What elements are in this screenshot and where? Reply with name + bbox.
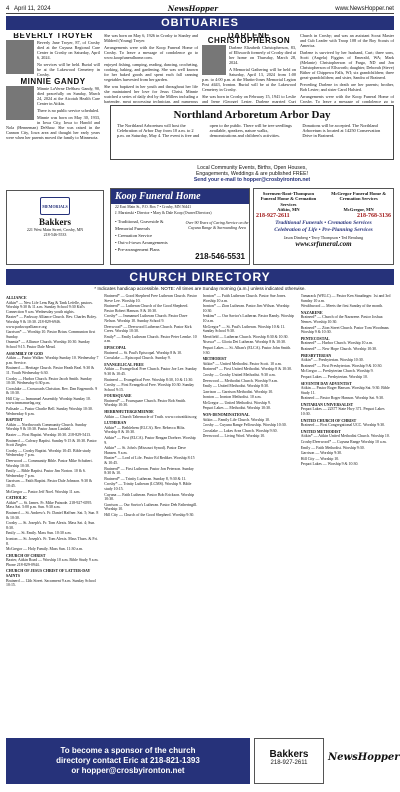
church-entry: Ironton* — Faith Lutheran Church. Pastor Sue Jones. Worship 10 a.m. <box>202 294 287 303</box>
church-entry: Aitkin* — St. James. Fr. Mike Patnode. 218-927-6595. Mass Sat. 5:00 p.m. Sun. 9:30 a.m. <box>6 500 93 510</box>
denomination-heading: EVANGELICAL FREE <box>104 362 144 367</box>
directory-column-4 <box>301 294 394 734</box>
denomination-heading: FOURSQUARE <box>104 394 132 399</box>
denomination-heading: CATHOLIC <box>6 496 27 501</box>
church-entry: Hill City — Worship 10. <box>300 456 340 461</box>
church-entry: Aitkin* — United Methodist. Pastor Scott. 10 a.m. <box>202 361 282 366</box>
church-entry: McGregor — Holy Family. Mass Sun. 11:30 a.m. <box>6 547 84 552</box>
denomination-heading: UNITARIAN UNIVERSALIST <box>300 402 354 407</box>
church-entry: Crosby — Cuyuna Range Fellowship. Worship 10:30. <box>202 423 287 428</box>
koop-address: 22 East Main St., P.O. Box 7 • Crosby, MN 56441 <box>115 205 192 209</box>
mcgregor-phone: 218-768-3136 <box>357 212 391 219</box>
church-entry: Hill City — Immanuel Assembly. Worship Sunday 10. www.immanuelag.org <box>6 396 91 406</box>
memorials-name: Bakkers <box>38 217 71 227</box>
obit-column-1 <box>6 33 100 183</box>
koop-funeral-home-ad <box>110 188 250 265</box>
sorensen-name: Sorensen-Root-Thompson Funeral Home & Cremation Services <box>260 191 317 207</box>
obit-name-christopherson: DARLENE CHRISTOPHERSON <box>207 33 291 45</box>
directory-column-2 <box>104 294 197 734</box>
obit-photo-gandy <box>6 86 34 120</box>
obit-column-2 <box>104 33 198 103</box>
bakkers-name: Bakkers <box>269 749 309 760</box>
church-entry: Brainerd* — Church of the Nazarene. Pastor Joshua Nemes. Worship 10:30. <box>300 315 383 324</box>
church-entry: Ironton* — Zion Lutheran. Pastor Jim Wilson. Worship 10:30. <box>202 304 290 313</box>
denomination-heading: CHURCH OF CHRIST <box>6 553 46 558</box>
denomination-heading: PRESBYTERIAN <box>300 353 332 358</box>
church-entry: Baxter* — Parkway Alliance Church. Rev. Charles Boley. Worship 9 & 10:30. 218-829-6946. www.parkwayalliance.org <box>6 315 97 329</box>
church-entry: Brainerd* — First Lutheran. Pastor Jon Peterson. Sunday 8:30 & 10. <box>104 466 194 476</box>
obit-text: No services will be held. Burial will be at the Lakewood Cemetery in Crosby. <box>37 62 100 77</box>
obit-text: Minnie LaVerne DeShaw Gandy, 90, died peacefully on Sunday, March 24, 2024 at the Aicotah Health Care Center in Aitkin. <box>37 86 100 106</box>
northland-title: Northland Arboretum Arbor Day <box>173 109 331 121</box>
church-entry: Crosby — First Evangelical Free. Worship 10:30. Sunday School 9:15. <box>104 383 195 392</box>
denomination-heading: NON-DENOMINATIONAL <box>202 413 250 418</box>
church-entry: Pequot Lakes — 22377 State Hwy 371. Pequot Lakes 10:30. <box>300 407 385 417</box>
obit-text: enjoyed fishing, camping, reading, dancing, crocheting, cooking, baking, and gardening. She was well known for her baked goods and spent each fall canning vegetables harvested from her garden. <box>104 62 198 82</box>
bakkers-ad <box>254 738 324 784</box>
church-entry: McGregor — Presbyterian Church. Worship 9. <box>300 369 374 374</box>
mcgregor-name: McGregor Funeral Home & Cremation Services <box>331 191 387 202</box>
church-entry: Garrison — Garrison Methodist. Worship 10. <box>202 389 274 394</box>
church-entry: Crosslake — Crossroads Christian. Rev. Dan Engenroth. 9 & 10:30. <box>6 386 98 396</box>
church-entry: Brainerd* — First Presbyterian. Worship 9 & 10:30. <box>300 363 383 368</box>
church-entry: Aitkin — Church Tabernacle of Truth. www.cotwaitkin.org <box>104 414 197 419</box>
church-entry: Brainerd* — Trinity Lutheran. Sunday 8, 9:30 & 11. <box>104 476 187 481</box>
obit-column-4 <box>300 33 394 103</box>
church-entry: Jenkins* — Our Savior's Lutheran. Pastor Randy. Worship 10 a.m. <box>202 314 294 323</box>
church-entry: Crosby — Crosby Baptist. Worship 10:45. Bible study Wednesday 7 p.m. <box>6 448 91 458</box>
local-events-notice: Local Community Events, Births, Open Houses, Engagements, Weddings & are published FREE! Send your e-mail to hopper@crosbyironton.net <box>193 165 311 183</box>
church-entry: Pequot Lakes — Worship 9 & 10:30. <box>300 462 359 467</box>
church-entry: Crosby — Harbor Church. Pastor Jacob Smith. Sunday 10:30. Wednesday 6:30 p.m. <box>6 376 92 386</box>
church-entry: Brainerd — Evangelical Free. Worship 8:30, 10 & 11:30. <box>104 377 194 382</box>
koop-service-item: • Pre-arrangement Plans <box>115 247 160 252</box>
church-entry: Aitkin* — First (ELCA). Pastor Reagan Doehrer. Worship 9. <box>104 436 196 445</box>
church-entry: Aitkin* — Bethlehem (ELCA). Rev. Rebecca Hiltz. Worship 8 & 10:30. <box>104 425 186 435</box>
koop-service-item: • Out-of-town Arrangements <box>115 240 168 245</box>
church-entry: Palisade — Pastor Charlie Bell. Sunday Worship 10:30. Wednesday 6 p.m. <box>6 407 93 416</box>
denomination-heading: NAZARENE <box>300 310 323 315</box>
church-entry: Aitkin — Pastor Roger Hanson. Worship Sat. 9:30. Bible Study 11. <box>300 386 390 395</box>
sponsor-cta: To become a sponsor of the church directory contact Eric at 218-821-1393 or hopper@crosbyironton.net <box>6 738 250 784</box>
obit-text: Beverly Jane Troyer, 87, of Crosby died at the Cuyuna Regional Care Center in Crosby on Saturday, April 6, 2024. <box>37 40 100 60</box>
denomination-heading: PENTECOSTAL <box>300 336 330 341</box>
directory-column-3 <box>203 294 296 734</box>
church-entry: Deerwood* — Deerwood Lutheran Church. Pastor Kirk Crees. Worship 10:30. <box>104 324 192 334</box>
obit-text: There is no public service scheduled. <box>37 108 100 113</box>
denomination-heading: UNITED CHURCH OF CHRIST <box>300 418 357 423</box>
denomination-heading: ASSEMBLY OF GOD <box>6 351 43 356</box>
church-entry: Brainerd — Calvary Baptist. Sunday 9:15 & 10:30. Pastor Scott Ziegler. <box>6 438 97 448</box>
church-entry: Aitkin* — Presbyterian. Worship 10:30. <box>300 358 364 363</box>
church-entry: Deerwood — Community Bible. Pastor Mike Schubert. Worship 10:30. <box>6 459 93 468</box>
sorensen-funeral-ad <box>253 188 394 265</box>
events-email[interactable]: Send your e-mail to hopper@crosbyironton.net <box>193 177 311 183</box>
obit-text: Arrangements were with the Koop Funeral Home of Crosby. To leave a message of condolence go to <box>300 94 394 103</box>
church-entry: Brainerd — First Congregational UCC. Worship 9:30. <box>300 423 386 428</box>
church-entry: Garrison — Faith Baptist. Pastor Dale Johnson. 9:30 & 10:45. <box>6 479 93 488</box>
church-directory-heading: CHURCH DIRECTORY <box>6 269 394 285</box>
church-entry: Aitkin* — Aitkin United Methodist Church. Worship 10. <box>300 434 390 439</box>
obit-name-gandy: MINNIE GANDY <box>20 77 86 86</box>
northland-body: The Northland Arboretum will host the Celebration of Arbor Day from 10 a.m. to 2 p.m. on Saturday, May 4. The event is free and open to the public. There will be tree seedlings available, speakers, nature walks, demonstrations and children's activities. Donations will be accepted. The Northland Arboretum is located at 14250 Conservation Drive in Brainerd. <box>117 123 381 139</box>
obit-photo-christopherson <box>202 45 226 75</box>
church-entry: Wealthwood — Meets the first Sunday of the month. <box>300 304 384 309</box>
church-entry: Crosby — St. Joseph's. Fr. Tom Alexis. Mass Sat. 4; Sun. 8:30. <box>6 521 96 530</box>
church-entry: Pequot Lakes — St. Alban's (ELCA). Pastor John Smith. 9:30. <box>202 345 292 355</box>
church-entry: Brainerd — St. Paul's Episcopal. Worship 8 & 10. <box>104 350 183 355</box>
church-entry: Hill City — Church of the Good Shepherd. Worship 9:30. <box>104 512 195 517</box>
church-entry: Brainerd* — Good Shepherd Free Lutheran Church. Pastor Steve Lee. Worship 10. <box>104 294 197 303</box>
sponsor-email[interactable]: or hopper@crosbyironton.net <box>71 766 185 775</box>
church-directory-note: * Indicates handicap accessible. NOTE: All times are Sunday morning (a.m.) unless indicated otherwise. <box>94 286 306 291</box>
sorensen-website[interactable]: www.srfuneral.com <box>295 239 352 248</box>
koop-services-list <box>111 216 179 255</box>
church-directory <box>6 294 394 734</box>
church-entry: Deerwood — Methodist Church. Worship 9 a.m. <box>202 378 279 383</box>
church-entry: Garrison — Worship 9:30. <box>300 451 343 456</box>
obit-column-3 <box>202 33 296 103</box>
church-entry: Emily — Faith Methodist. Worship 9:30. <box>300 445 365 450</box>
church-entry: Emily — St. Emily. Mass Sun. 10:30 a.m. <box>6 531 72 536</box>
church-entry: Baxter* — Lord of Life. Pastor Ed Rediker. Worship 8:15 & 10:45. <box>104 456 195 465</box>
koop-service-item: • Cremation Service <box>115 233 153 238</box>
church-entry: McGregor* — St. Paul's Lutheran. Worship 10 & 11. Sunday School 9:30. <box>202 324 286 334</box>
church-entry: Crosby* — Immanuel Lutheran Church. Pastor Dave Nelson. Worship 10. Sunday School 9. <box>104 314 188 323</box>
church-entry: Brainerd — 12th Street. Sacrament 9 a.m. Sunday School 10:15. <box>6 578 96 588</box>
church-entry: Pequot Lakes — Presbyterian. Worship 10. <box>300 374 368 379</box>
sorensen-tagline-1: Traditional Funerals • Cremation Services <box>275 219 372 226</box>
church-entry: Ironton — Ironton Methodist. 10 a.m. <box>202 395 262 400</box>
church-entry: Brainerd* — Harbor Church. Worship 10 a.m. <box>300 341 374 346</box>
church-entry: Tamarack (WELC) — Pastor Ken Staudinger. 1st and 3rd Sunday 10 a.m. <box>300 294 391 303</box>
koop-service-item: • Traditional, Graveside & Memorial Funerals <box>115 219 164 231</box>
koop-tagline: Over 90 Years of Caring Service on the Cuyuna Range & Surrounding Area <box>185 220 249 230</box>
church-entry: Baxter, Aitkin Road — Worship 10 a.m. Bible Study 9 a.m. Phone 218-829-0944. <box>6 558 99 567</box>
obit-text: She was baptized in her youth and throughout her life she maintained her love for Jesus Christ. Minnie watched a series of daily dvd by the Millers including a bartender, meat processing technician, and numerous <box>104 84 198 103</box>
church-entry: Brainerd* — Lutheran Church of the Good Shepherd. Pastor Robert Hanson. 8 & 10:30. <box>104 304 189 313</box>
church-entry: Crosby/Deerwood* — Cuyuna Range Worship 10 a.m. <box>300 440 387 445</box>
church-entry: McGregor — United Methodist. Worship 9. <box>202 400 271 405</box>
church-entry: Nisswa* — Gloria Dei Lutheran. Worship 8 & 10:30. <box>202 340 286 345</box>
sorensen-phone: 218-927-2611 <box>256 212 290 219</box>
church-entry: Crosby* — Trinity Lutheran (LCMS). Worship 9. Bible study 10:15. <box>104 482 192 491</box>
obit-text: Darlene Elizabeth Christopherson, 83, of Ellsworth formerly of Crosby died at her home on Thursday, March 28, 2024. <box>229 45 296 65</box>
church-entry: Brainerd* — First United Methodist. Worship 8 & 10:30. <box>202 367 293 372</box>
page-number: 4 April 11, 2024 <box>6 5 51 12</box>
memorials-logo: MEMORIALS <box>40 197 70 215</box>
denomination-heading: BAPTIST <box>6 418 23 423</box>
church-entry: Brainerd* — Foursquare Church. Pastor Rob Smith. Worship 10:30. <box>104 398 186 408</box>
mcgregor-town: McGregor, MN <box>343 207 374 213</box>
site-url[interactable]: www.NewsHopper.net <box>335 5 394 12</box>
koop-name: Koop Funeral Home <box>111 189 249 204</box>
denomination-heading: SEVENTH DAY ADVENTIST <box>300 381 352 386</box>
church-entry: Merrifield — Lutheran Church. Worship 8:30 & 10:30. <box>202 334 289 339</box>
church-entry: Emily — Bible Baptist. Pastor Jim Norton. 10 & 6. Wednesday 7 p.m. <box>6 469 86 478</box>
church-entry: Aitkin — Pastor Walker. Worship Sunday 10. Wednesday 7 p.m. Service. <box>6 356 99 365</box>
church-entry: Crosslake — Episcopal Church. Sunday 9. <box>104 356 171 361</box>
obit-text: She was born in Crosby on February 15, 1941 to Leslie and Irene (George) Lester. Darlene married Curt <box>202 94 296 103</box>
church-entry: Brainerd — St. Andrew's. Fr. Daniel Haffner. Sat. 5; Sun. 8 & 10:30. <box>6 510 99 520</box>
denomination-heading: UNITED METHODIST <box>300 429 341 434</box>
obit-name-troyer: BEVERLY TROYER <box>13 33 93 40</box>
obituaries-heading: OBITUARIES <box>6 16 394 30</box>
church-entry: Garrison — Our Savior's Lutheran. Pastor Deb Fatheringill. Worship 10. <box>104 502 198 512</box>
church-entry: McGregor — Pastor Jeff Noel. Worship 11 a.m. <box>6 489 81 494</box>
church-entry: Emily* — Emily Lutheran Church. Pastor Peter Lemke. 10 a.m. <box>104 334 197 344</box>
church-entry: Aitkin — Northwoods Community Church. Sunday Worship 9 & 10:30. Pastor Jason Lindahl. <box>6 422 87 432</box>
church-entry: Garrison* — Worship 10. Pastor Brian. Communion first Sunday. <box>6 330 96 339</box>
church-entry: Ironton — St. Joseph's. Fr. Tom Alexis. Mass Thurs. & Fri. 8. <box>6 536 98 546</box>
church-entry: Brainerd — Pastor Roger Hanson. Worship Sat. 9:30. <box>300 396 385 401</box>
obit-text: She was born on May 6, 1926 in Crosby to Stanley and Mildred (Young) Troyer. <box>104 33 198 43</box>
obit-text: A Memorial Gathering will be held on Saturday, April 13, 2024 from 1:00 p.m. to 4:00 p.m. at the Martin-Jones Memorial Legion Post #443, Ironton. Burial will be at the Lakewood Cemetery in Crosby. <box>202 67 296 92</box>
church-entry: Aitkin — Evangelical Free Church. Pastor Joe Lee. Sunday 9:30 & 10:45. <box>104 367 197 376</box>
denomination-heading: ALLIANCE <box>6 296 27 300</box>
church-entry: Cuyuna — Faith Lutheran. Pastor Bob Erickson. Worship 10:30. <box>104 492 195 502</box>
bakkers-phone: 218-927-2611 <box>270 760 308 766</box>
church-entry: Onamia* — Alliance Church. Worship 10:30. Sunday School 9:15. Pastor Dale Mead. <box>6 340 90 349</box>
church-entry: Brainerd — Heritage Church. Pastor Heath Beal. 9:30 & 11. Youth Wednesday 6:30. <box>6 366 95 375</box>
church-entry: Aitkin* — New Life Lens Bag & Tank Lefelle, pastors. Worship 9:30 & 11 a.m. Sunday School 9:30 Kid's Connection 9 a.m. Wednesday youth nights. <box>6 300 93 314</box>
obit-text: Arrangements were with the Koop Funeral Home of Crosby. To leave a message of condolence go to www.koopfuneralhome.com. <box>104 45 198 60</box>
sorensen-town: Aitkin, MN <box>277 207 300 213</box>
directory-column-1 <box>6 294 99 734</box>
page-header <box>6 4 394 14</box>
koop-directors: J. Marzinski • Director • Mary & Dale Koop (Owner/Directors) <box>115 211 212 215</box>
denomination-heading: CHURCH OF JESUS CHRIST OF LATTER-DAY SAINTS <box>6 569 91 579</box>
sorensen-staff: Jason Dimberg • Terry Thompson • Ted Berulung <box>283 234 364 240</box>
denomination-heading: METHODIST <box>202 357 227 362</box>
church-entry: Pequot Lakes — Methodist. Worship 10:30. <box>202 406 271 411</box>
church-entry: Crosslake — Lakes Area Church. Worship 9:30. <box>202 428 278 433</box>
obit-text: Church in Crosby; and was an assistant Scout Master and Cub Leader with Troop 108 of the Boy Scouts of America. <box>300 33 394 48</box>
church-entry: Brainerd* — Zion Street Church. Pastor Tom Woodman. Worship 9 & 10:30. <box>300 325 390 335</box>
sorensen-tagline-2: Celebration of Life • Pre-Planning Services <box>274 226 373 233</box>
denomination-heading: HERRNHUTERGEMEINDE <box>104 410 154 415</box>
koop-phone: 218-546-5531 <box>195 252 245 261</box>
church-entry: Baxter — First Baptist. Worship 10:30. 218-829-5413. <box>6 433 92 438</box>
memorials-address: 221 West Main Street, Crosby, MN <box>26 227 84 232</box>
obit-text: Darlene is survived by her husband, Curt; three sons, Scott (Angela) Figgins of Emerald, WA; Mark (Melanie) Christopherson of Fargo, ND and Jon Christopherson of Ellsworth; daughter, Deborah (Steve) Bither of Chippewa Falls, WI; six grandchildren; three great-grandchildren; and sister, Sandra of Brainerd. <box>300 50 394 80</box>
obit-photo-troyer <box>6 40 34 74</box>
obit-text: Preceding Darlene in death are her parents; brother, Bob Lester; and sister Carol Halsted. <box>300 82 394 92</box>
obit-text: Minnie was born on May 30, 1933, in Iowa City, Iowa to Harold and Nola (Henneman) DeShaw. She was raised in the Cannon City, Iowa area and thought her early years were when her parents moved the family to Minnesota. <box>6 115 100 140</box>
church-entry: Aitkin* — St. John's (Missouri Synod). Pastor Dave Hansen. 9 a.m. <box>104 446 186 455</box>
denomination-heading: LUTHERAN <box>104 421 127 426</box>
church-entry: Aitkin — Family Life Church. Worship 10. <box>202 417 270 422</box>
church-entry: Deerwood — Living Word. Worship 10. <box>202 434 266 439</box>
memorials-phone: 218-546-5533 <box>43 232 67 237</box>
memorials-ad <box>6 190 104 265</box>
northland-arboretum-box <box>110 105 394 160</box>
church-entry: Crosby — Crosby United Methodist. 9:30 a.m. <box>202 372 276 377</box>
denomination-heading: EPISCOPAL <box>104 345 127 350</box>
brand-name: NewsHopper <box>167 4 218 13</box>
newshopper-logo: NewsHopper <box>328 752 400 763</box>
church-entry: Emily — United Methodist. Worship 8:30. <box>202 384 270 389</box>
church-entry: Brainerd* — New Hope Church. Worship 10:30. <box>300 346 378 351</box>
